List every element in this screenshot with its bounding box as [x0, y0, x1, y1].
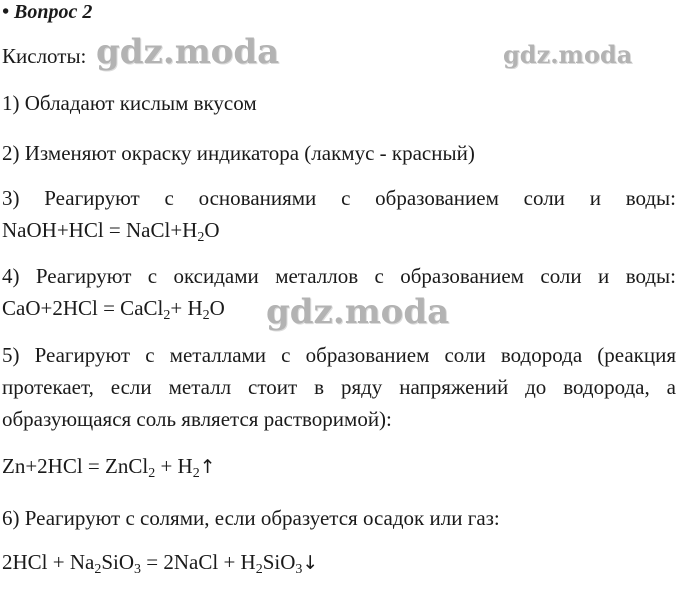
property-5-text-line-3: образующаяся соль является растворимой): [2, 407, 392, 431]
gas-arrow-icon: ↑ [199, 456, 216, 478]
intro-label: Кислоты: [2, 44, 87, 68]
property-5-equation: Zn+2HCl = ZnCl$_2$ + $H_2↑$ [2, 454, 216, 481]
watermark-logo: gdz.moda [503, 40, 633, 69]
property-3-text: 3) Реагируют с основаниями с образованием соли и воды: [2, 186, 676, 210]
watermark-logo: gdz.moda [266, 292, 450, 332]
property-2: 2) Изменяют окраску индикатора (лакмус - красный) [2, 141, 475, 165]
question-heading: • Вопрос 2 [2, 1, 93, 23]
property-6-equation: $2HCl + Na_2SiO_3$ = 2NaCl + $H_2SiO_3↓$ [2, 550, 319, 577]
property-5-text-line-2: протекает, если металл стоит в ряду напряжений до водорода, а [2, 375, 676, 399]
watermark-logo: gdz.moda [96, 32, 280, 72]
property-4-equation: CaO+2HCl = CaCl$_2$+ $H_2O$ [2, 296, 225, 323]
property-1: 1) Обладают кислым вкусом [2, 91, 257, 115]
property-5-text-line-1: 5) Реагируют с металлами с образованием соли водорода (реакция [2, 343, 676, 367]
precipitate-arrow-icon: ↓ [302, 552, 319, 574]
property-4-text: 4) Реагируют с оксидами металлов с образованием соли и воды: [2, 264, 676, 288]
property-6-text: 6) Реагируют с солями, если образуется осадок или газ: [2, 506, 500, 530]
property-3-equation: NaOH+HCl = $NaCl+H_2O$ [2, 218, 220, 245]
